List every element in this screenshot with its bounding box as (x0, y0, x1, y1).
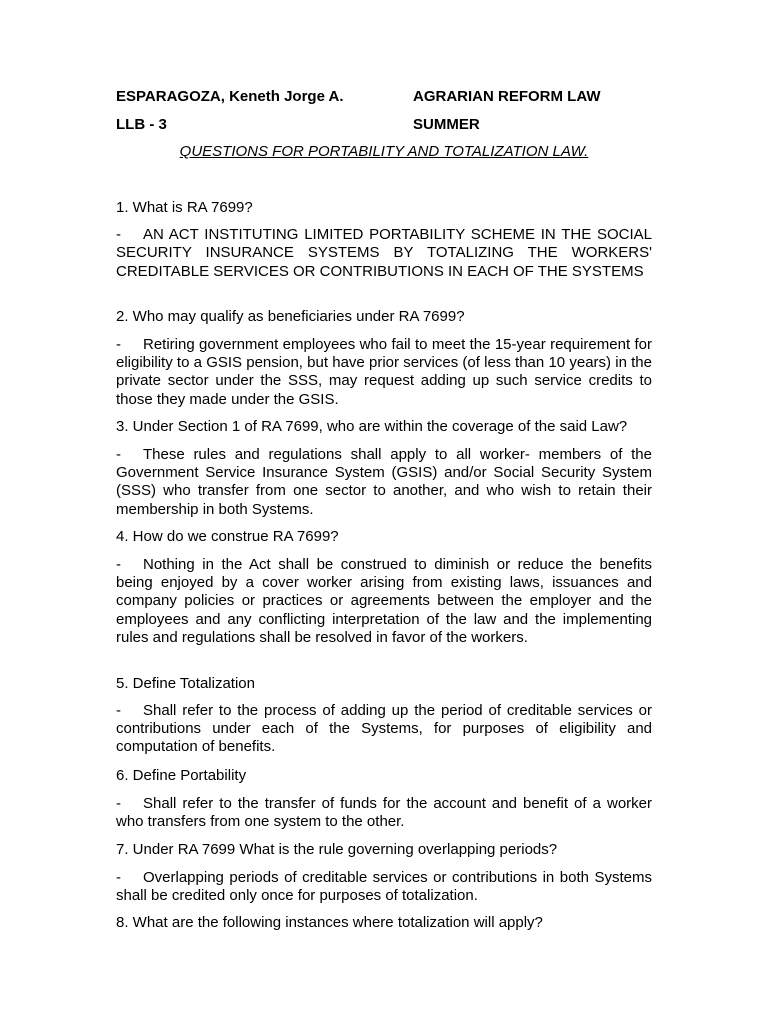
student-section: LLB - 3 (116, 116, 167, 133)
student-name: ESPARAGOZA, Keneth Jorge A. (116, 88, 344, 105)
question-6: 6. Define Portability (116, 767, 247, 784)
answer-marker: - (116, 795, 121, 812)
answer-4-text: Nothing in the Act shall be construed to diminish or reduce the benefits being enjoyed by a cover worker arising from existing laws, issuances and company policies or practices or agreements between the employer and the employees and any conflicting interpretation of the law and the implementing rules and regulations shall be resolved in favor of the workers. (116, 556, 652, 646)
answer-7 (116, 869, 652, 905)
question-4: 4. How do we construe RA 7699? (116, 528, 339, 545)
question-3: 3. Under Section 1 of RA 7699, who are within the coverage of the said Law? (116, 418, 628, 435)
question-5: 5. Define Totalization (116, 675, 255, 692)
term-label: SUMMER (413, 116, 480, 133)
answer-marker: - (116, 556, 121, 573)
answer-2-text: Retiring government employees who fail to meet the 15-year requirement for eligibility to a GSIS pension, but have prior services (of less than 10 years) in the private sector under the SSS, may request adding up such service credits to those they made under the GSIS. (116, 336, 652, 408)
answer-marker: - (116, 702, 121, 719)
answer-1 (116, 226, 652, 281)
document-title: QUESTIONS FOR PORTABILITY AND TOTALIZATION LAW. (179, 143, 589, 160)
answer-1-text: AN ACT INSTITUTING LIMITED PORTABILITY SCHEME IN THE SOCIAL SECURITY INSURANCE SYSTEMS BY TOTALIZING THE WORKERS' CREDITABLE SERVICES OR CONTRIBUTIONS IN EACH OF THE SYSTEMS (116, 226, 652, 280)
answer-marker: - (116, 336, 121, 353)
answer-2 (116, 336, 652, 409)
question-8: 8. What are the following instances where totalization will apply? (116, 914, 543, 931)
answer-6 (116, 795, 652, 831)
answer-5 (116, 702, 652, 757)
answer-marker: - (116, 869, 121, 886)
answer-marker: - (116, 446, 121, 463)
answer-5-text: Shall refer to the process of adding up the period of creditable services or contributions under each of the Systems, for purposes of eligibility and computation of benefits. (116, 702, 652, 756)
answer-6-text: Shall refer to the transfer of funds for the account and benefit of a worker who transfers from one system to the other. (116, 795, 652, 831)
answer-marker: - (116, 226, 121, 243)
question-7: 7. Under RA 7699 What is the rule governing overlapping periods? (116, 841, 558, 858)
question-1: 1. What is RA 7699? (116, 199, 253, 216)
question-2: 2. Who may qualify as beneficiaries under RA 7699? (116, 308, 465, 325)
answer-3-text: These rules and regulations shall apply to all worker- members of the Government Service Insurance System (GSIS) and/or Social Security System (SSS) who transfer from one sector to another, and who wish to retain their membership in both Systems. (116, 446, 652, 518)
answer-7-text: Overlapping periods of creditable services or contributions in both Systems shall be credited only once for purposes of totalization. (116, 869, 652, 905)
answer-4 (116, 556, 652, 647)
course-title: AGRARIAN REFORM LAW (413, 88, 601, 105)
answer-3 (116, 446, 652, 519)
